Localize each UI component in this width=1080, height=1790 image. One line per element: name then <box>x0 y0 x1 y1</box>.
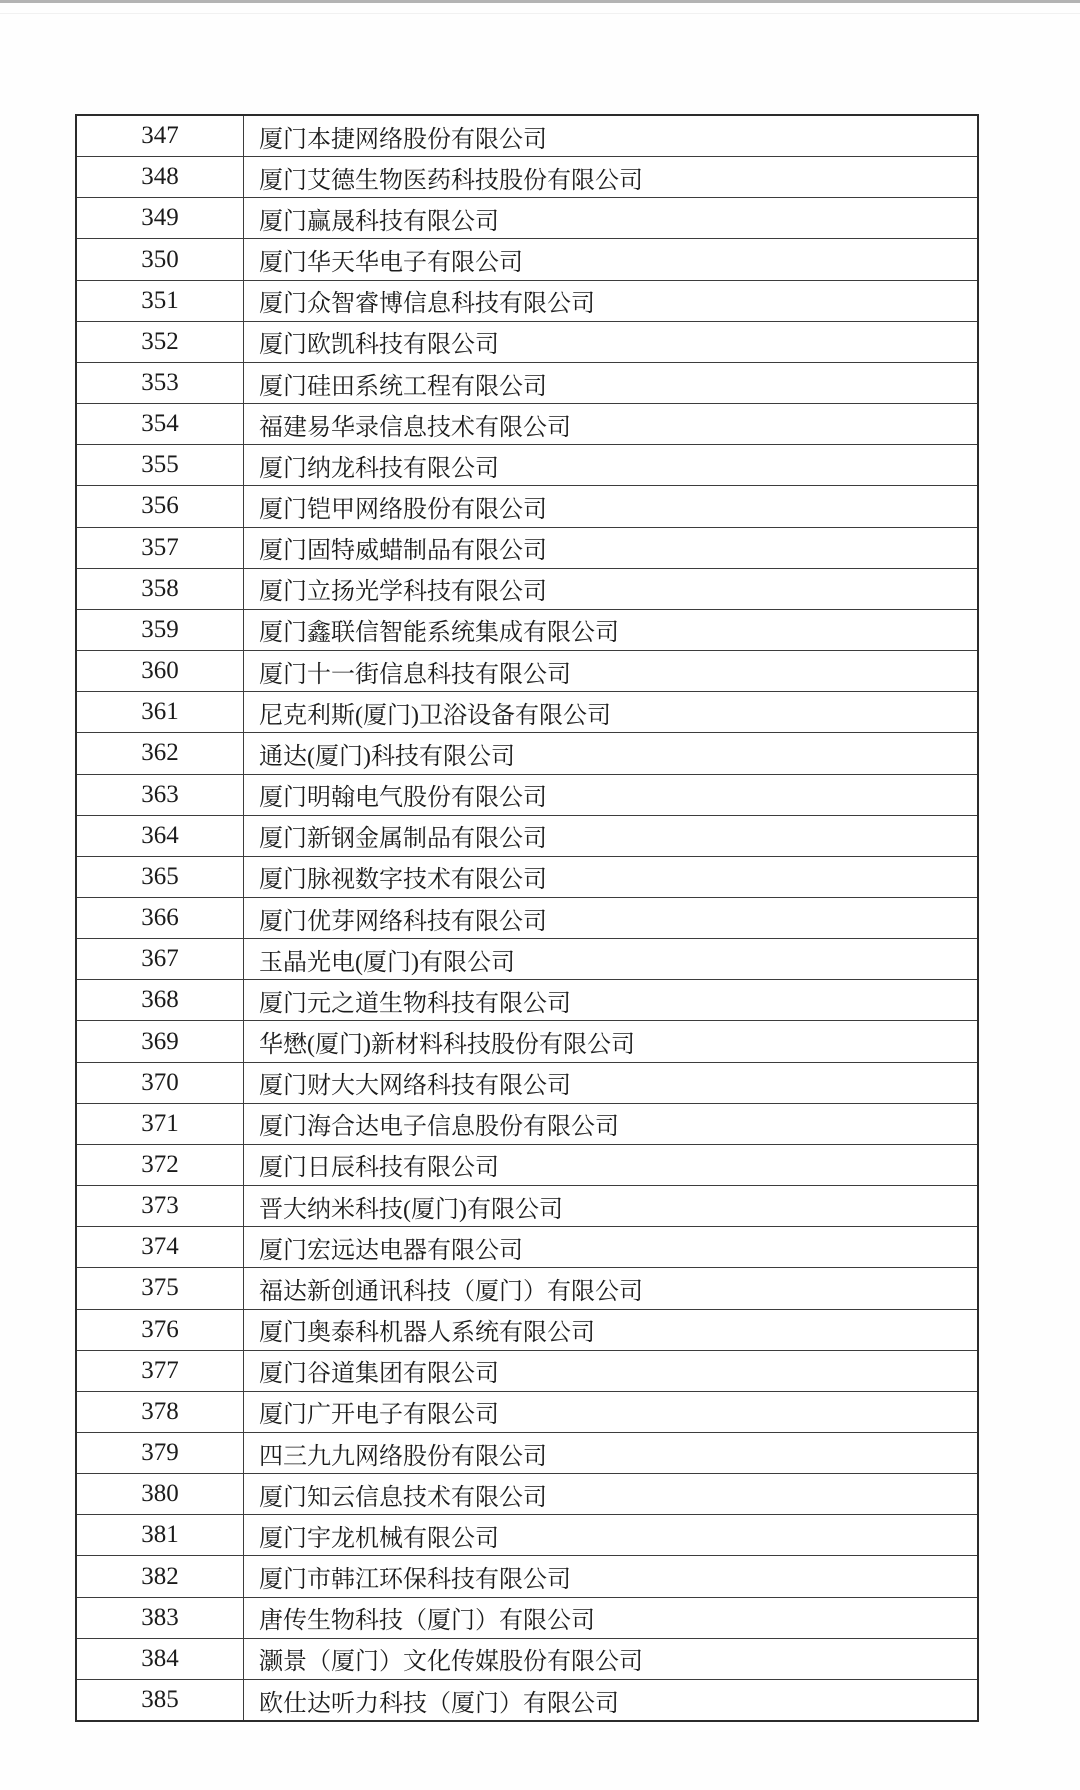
row-number-cell: 371 <box>77 1104 244 1144</box>
table-row <box>77 733 977 774</box>
row-number-cell: 377 <box>77 1351 244 1391</box>
company-name-cell: 灏景（厦门）文化传媒股份有限公司 <box>259 1649 643 1676</box>
row-number-cell: 384 <box>77 1639 244 1679</box>
company-name-cell: 厦门宏远达电器有限公司 <box>259 1237 523 1264</box>
company-name-cell: 厦门立扬光学科技有限公司 <box>259 579 547 606</box>
table-row <box>77 157 977 198</box>
table-row <box>77 528 977 569</box>
company-table <box>75 114 979 1722</box>
table-row <box>77 404 977 445</box>
row-number-cell: 357 <box>77 528 244 568</box>
table-row <box>77 816 977 857</box>
table-row <box>77 1104 977 1145</box>
company-name-cell: 厦门谷道集团有限公司 <box>259 1361 499 1388</box>
row-number-cell: 347 <box>77 116 244 156</box>
row-number-cell: 385 <box>77 1680 244 1720</box>
table-row <box>77 1021 977 1062</box>
company-name-cell: 厦门本捷网络股份有限公司 <box>259 126 547 153</box>
company-name-cell: 唐传生物科技（厦门）有限公司 <box>259 1608 595 1635</box>
company-name-cell: 厦门铠甲网络股份有限公司 <box>259 496 547 523</box>
company-name-cell: 厦门宇龙机械有限公司 <box>259 1525 499 1552</box>
company-name-cell: 厦门明翰电气股份有限公司 <box>259 785 547 812</box>
row-number-cell: 370 <box>77 1063 244 1103</box>
row-number-cell: 355 <box>77 445 244 485</box>
company-name-cell: 福达新创通讯科技（厦门）有限公司 <box>259 1278 643 1305</box>
table-row <box>77 1392 977 1433</box>
row-number-cell: 381 <box>77 1515 244 1555</box>
row-number-cell: 376 <box>77 1310 244 1350</box>
table-row <box>77 939 977 980</box>
table-row <box>77 1639 977 1680</box>
table-row <box>77 775 977 816</box>
row-number-cell: 374 <box>77 1227 244 1267</box>
row-number-cell: 379 <box>77 1433 244 1473</box>
row-number-cell: 367 <box>77 939 244 979</box>
table-row <box>77 1556 977 1597</box>
company-name-cell: 厦门奥泰科机器人系统有限公司 <box>259 1320 595 1347</box>
row-number-cell: 359 <box>77 610 244 650</box>
company-name-cell: 厦门华天华电子有限公司 <box>259 250 523 277</box>
table-row <box>77 322 977 363</box>
row-number-cell: 366 <box>77 898 244 938</box>
row-number-cell: 361 <box>77 692 244 732</box>
table-row <box>77 281 977 322</box>
row-number-cell: 354 <box>77 404 244 444</box>
company-name-cell: 通达(厦门)科技有限公司 <box>259 743 515 770</box>
row-number-cell: 382 <box>77 1556 244 1596</box>
table-row <box>77 1145 977 1186</box>
company-name-cell: 厦门知云信息技术有限公司 <box>259 1484 547 1511</box>
company-name-cell: 欧仕达听力科技（厦门）有限公司 <box>259 1690 619 1717</box>
table-row <box>77 898 977 939</box>
company-name-cell: 玉晶光电(厦门)有限公司 <box>259 949 515 976</box>
company-name-cell: 晋大纳米科技(厦门)有限公司 <box>259 1196 563 1223</box>
row-number-cell: 363 <box>77 775 244 815</box>
row-number-cell: 349 <box>77 198 244 238</box>
row-number-cell: 350 <box>77 239 244 279</box>
table-row <box>77 116 977 157</box>
row-number-cell: 368 <box>77 980 244 1020</box>
company-name-cell: 厦门市韩江环保科技有限公司 <box>259 1567 571 1594</box>
table-row <box>77 569 977 610</box>
table-row <box>77 857 977 898</box>
row-number-cell: 369 <box>77 1021 244 1061</box>
row-number-cell: 358 <box>77 569 244 609</box>
company-name-cell: 厦门海合达电子信息股份有限公司 <box>259 1114 619 1141</box>
table-row <box>77 1268 977 1309</box>
row-number-cell: 353 <box>77 363 244 403</box>
table-row <box>77 1598 977 1639</box>
company-name-cell: 厦门欧凯科技有限公司 <box>259 332 499 359</box>
company-name-cell: 四三九九网络股份有限公司 <box>259 1443 547 1470</box>
row-number-cell: 372 <box>77 1145 244 1185</box>
table-row <box>77 1515 977 1556</box>
table-row <box>77 1474 977 1515</box>
table-row <box>77 692 977 733</box>
table-row <box>77 198 977 239</box>
row-number-cell: 380 <box>77 1474 244 1514</box>
company-name-cell: 厦门赢晟科技有限公司 <box>259 208 499 235</box>
table-row <box>77 610 977 651</box>
company-name-cell: 厦门固特威蜡制品有限公司 <box>259 538 547 565</box>
row-number-cell: 351 <box>77 281 244 321</box>
table-row <box>77 1310 977 1351</box>
top-divider-bar <box>0 0 1080 3</box>
company-name-cell: 厦门众智睿博信息科技有限公司 <box>259 291 595 318</box>
row-number-cell: 360 <box>77 651 244 691</box>
row-number-cell: 365 <box>77 857 244 897</box>
row-number-cell: 364 <box>77 816 244 856</box>
row-number-cell: 348 <box>77 157 244 197</box>
table-row <box>77 1680 977 1720</box>
company-name-cell: 厦门优芽网络科技有限公司 <box>259 908 547 935</box>
top-faint-line <box>0 13 1080 14</box>
table-row <box>77 1433 977 1474</box>
table-row <box>77 1186 977 1227</box>
company-name-cell: 厦门鑫联信智能系统集成有限公司 <box>259 620 619 647</box>
company-name-cell: 厦门十一街信息科技有限公司 <box>259 661 571 688</box>
row-number-cell: 352 <box>77 322 244 362</box>
company-name-cell: 厦门艾德生物医药科技股份有限公司 <box>259 167 643 194</box>
company-name-cell: 尼克利斯(厦门)卫浴设备有限公司 <box>259 702 611 729</box>
row-number-cell: 378 <box>77 1392 244 1432</box>
company-name-cell: 厦门新钢金属制品有限公司 <box>259 826 547 853</box>
table-row <box>77 486 977 527</box>
table-row <box>77 445 977 486</box>
company-name-cell: 福建易华录信息技术有限公司 <box>259 414 571 441</box>
company-name-cell: 厦门元之道生物科技有限公司 <box>259 990 571 1017</box>
company-name-cell: 华懋(厦门)新材料科技股份有限公司 <box>259 1032 635 1059</box>
table-row <box>77 1063 977 1104</box>
row-number-cell: 375 <box>77 1268 244 1308</box>
company-name-cell: 厦门财大大网络科技有限公司 <box>259 1073 571 1100</box>
row-number-cell: 362 <box>77 733 244 773</box>
row-number-cell: 383 <box>77 1598 244 1638</box>
row-number-cell: 356 <box>77 486 244 526</box>
company-name-cell: 厦门广开电子有限公司 <box>259 1402 499 1429</box>
table-row <box>77 1227 977 1268</box>
company-name-cell: 厦门日辰科技有限公司 <box>259 1155 499 1182</box>
company-name-cell: 厦门纳龙科技有限公司 <box>259 455 499 482</box>
table-row <box>77 1351 977 1392</box>
table-row <box>77 363 977 404</box>
row-number-cell: 373 <box>77 1186 244 1226</box>
company-name-cell: 厦门脉视数字技术有限公司 <box>259 867 547 894</box>
table-row <box>77 980 977 1021</box>
table-row <box>77 239 977 280</box>
company-name-cell: 厦门硅田系统工程有限公司 <box>259 373 547 400</box>
table-row <box>77 651 977 692</box>
